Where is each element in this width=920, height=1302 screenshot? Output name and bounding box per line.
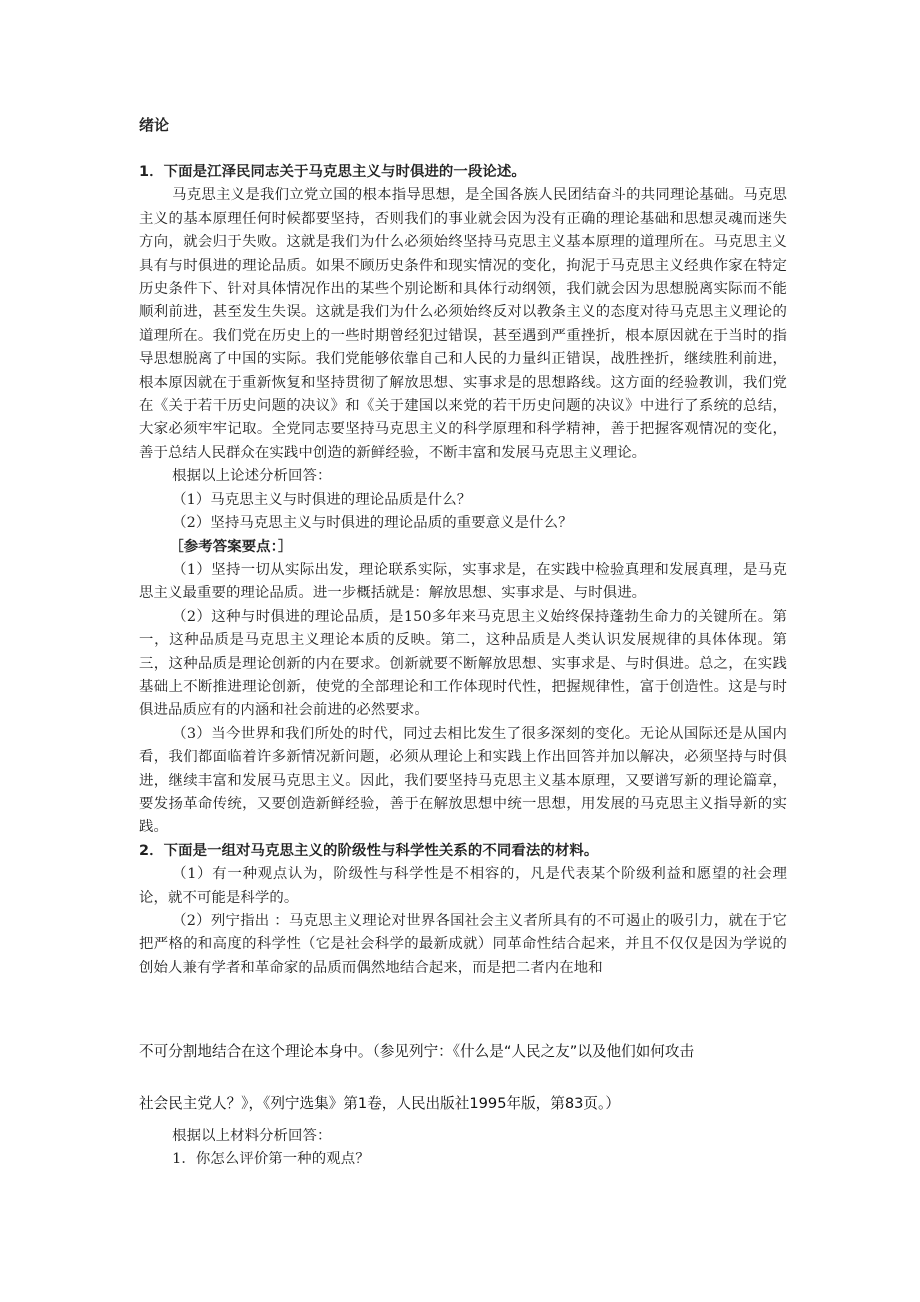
answer-1: （1）坚持一切从实际出发，理论联系实际，实事求是，在实践中检验真理和发展真理，是马克思主义最重要的理论品质。进一步概括就是：解放思想、实事求是、与时俱进。 [139, 561, 787, 602]
answer-3: （3）当今世界和我们所处的时代，同过去相比发生了很多深刻的变化。无论从国际还是从国内看，我们都面临着许多新情况新问题，必须从理论上和实践上作出回答并加以解决，必须坚持与时俱进，继续丰富和发展马克思主义。因此，我们要坚持马克思主义基本原理，又要谱写新的理论篇章，要发扬革命传统，又要创造新鲜经验，善于在解放思想中统一思想，用发展的马克思主义指导新的实践。 [139, 725, 787, 836]
answer-2: （2）这种与时俱进的理论品质，是150多年来马克思主义始终保持蓬勃生命力的关键所在。第一，这种品质是马克思主义理论本质的反映。第二，这种品质是人类认识发展规律的具体体现。第三，这种品质是理论创新的内在要求。创新就要不断解放思想、实事求是、与时俱进。总之，在实践基础上不断推进理论创新，使党的全部理论和工作体现时代性，把握规律性，富于创造性。这是与时俱进品质应有的内涵和社会前进的必然要求。 [139, 608, 787, 719]
question-2-title: 2．下面是一组对马克思主义的阶级性与科学性关系的不同看法的材料。 [139, 842, 599, 859]
question-2-prompt: 根据以上材料分析回答： [172, 1128, 332, 1144]
answer-label: ［参考答案要点：］ [169, 538, 293, 555]
question-1-prompt: 根据以上论述分析回答： [172, 468, 332, 485]
lenin-reference-line-2-wrap [139, 1092, 789, 1116]
question-2-item-2: （2）列宁指出 ：马克思主义理论对世界各国社会主义者所具有的不可遏止的吸引力，就在于它把严格的和高度的科学性（它是社会科学的最新成就）同革命性结合起来，并且不仅仅是因为学说的创始人兼有学者和革命家的品质而偶然地结合起来，而是把二者内在地和 [139, 913, 787, 976]
question-1-sub-2: （2）坚持马克思主义与时俱进的理论品质的重要意义是什么？ [172, 515, 573, 532]
question-1-sub-1: （1）马克思主义与时俱进的理论品质是什么？ [172, 491, 472, 508]
lenin-reference-line-2: 社会民主党人？》，《列宁选集》第1卷，人民出版社1995年版，第83页。） [139, 1095, 620, 1112]
lenin-reference-line-1: 不可分割地结合在这个理论本身中。（参见列宁：《什么是“人民之友”以及他们如何攻击 [139, 1043, 695, 1060]
question-1-passage: 马克思主义是我们立党立国的根本指导思想，是全国各族人民团结奋斗的共同理论基础。马克思主义的基本原理任何时候都要坚持，否则我们的事业就会因为没有正确的理论基础和思想灵魂而迷失方向，就会归于失败。这就是我们为什么必须始终坚持马克思主义基本原理的道理所在。马克思主义具有与时俱进的理论品质。如果不顾历史条件和现实情况的变化，拘泥于马克思主义经典作家在特定历史条件下、针对具体情况作出的某些个别论断和具体行动纲领，我们就会因为思想脱离实际而不能顺利前进，甚至发生失误。这就是我们为什么必须始终反对以教条主义的态度对待马克思主义理论的道理所在。我们党在历史上的一些时期曾经犯过错误，甚至遇到严重挫折，根本原因就在于当时的指导思想脱离了中国的实际。我们党能够依靠自己和人民的力量纠正错误，战胜挫折，继续胜利前进，根本原因就在于重新恢复和坚持贯彻了解放思想、实事求是的思想路线。这方面的经验教训，我们党在《关于若干历史问题的决议》和《关于建国以来党的若干历史问题的决议》中进行了系统的总结，大家必须牢牢记取。全党同志要坚持马克思主义的科学原理和科学精神，善于把握客观情况的变化，善于总结人民群众在实践中创造的新鲜经验，不断丰富和发展马克思主义理论。 [139, 187, 787, 461]
lenin-reference-line-1-wrap [139, 1040, 789, 1064]
question-2-item-1: （1）有一种观点认为，阶级性与科学性是不相容的，凡是代表某个阶级利益和愿望的社会理论，就不可能是科学的。 [139, 866, 787, 906]
question-1 [139, 161, 787, 980]
question-2-tail [139, 1125, 787, 1172]
section-heading: 绪论 [139, 116, 170, 134]
question-2-sub-1: 1．你怎么评价第一种的观点？ [172, 1151, 370, 1168]
question-1-title: 1．下面是江泽民同志关于马克思主义与时俱进的一段论述。 [139, 164, 526, 180]
